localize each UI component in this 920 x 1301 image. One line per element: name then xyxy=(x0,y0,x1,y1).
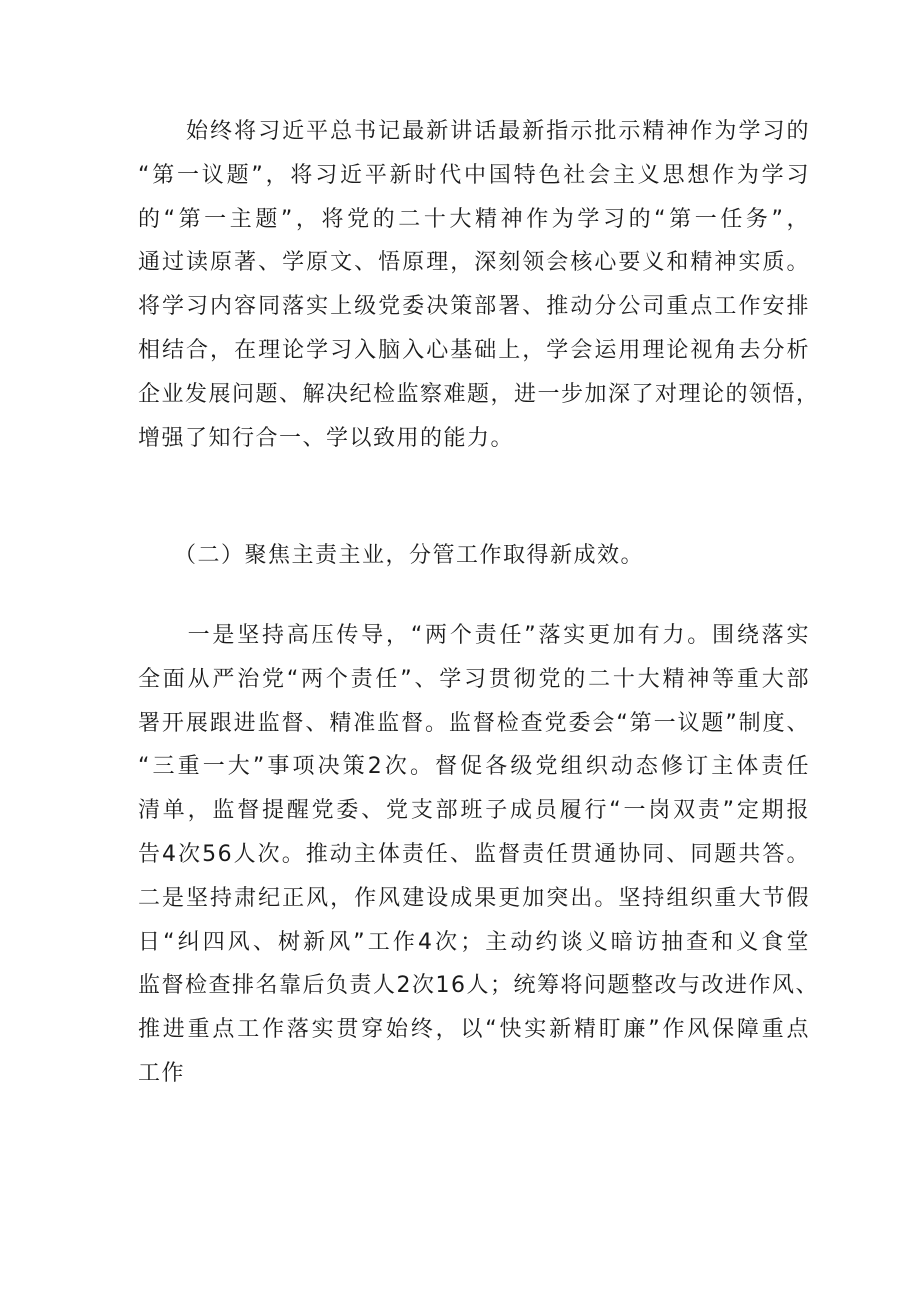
paragraph-responsibilities xyxy=(138,614,819,1096)
text-line: 监督检查排名靠后负责人2次16人；统筹将问题整改与改进作风、 xyxy=(138,973,819,999)
text-line: 推进重点工作落实贯穿始终，以“快实新精盯廉”作风保障重点 xyxy=(138,1017,811,1043)
text-line: 增强了知行合一、学以致用的能力。 xyxy=(138,425,515,451)
section-heading xyxy=(138,534,810,578)
text-line: 二是坚持肃纪正风，作风建设成果更加突出。坚持组织重大节假 xyxy=(138,885,810,911)
text-line: 署开展跟进监督、精准监督。监督检查党委会“第一议题”制度、 xyxy=(138,710,810,736)
text-line: 通过读原著、学原文、悟原理，深刻领会核心要义和精神实质。 xyxy=(138,250,810,276)
text-line: 将学习内容同落实上级党委决策部署、推动分公司重点工作安排 xyxy=(138,294,810,320)
paragraph-theory-study xyxy=(138,110,820,460)
text-line: 相结合，在理论学习入脑入心基础上，学会运用理论视角去分析 xyxy=(138,337,810,363)
text-line: 一是坚持高压传导，“两个责任”落实更加有力。围绕落实 xyxy=(138,623,810,648)
text-line: “第一议题”，将习近平新时代中国特色社会主义思想作为学习 xyxy=(138,162,810,188)
text-line: 清单，监督提醒党委、党支部班子成员履行“一岗双责”定期报 xyxy=(138,798,810,824)
text-line: 全面从严治党“两个责任”、学习贯彻党的二十大精神等重大部 xyxy=(138,666,811,692)
text-line: 始终将习近平总书记最新讲话最新指示批示精神作为学习的 xyxy=(138,119,810,144)
text-line: “三重一大”事项决策2次。督促各级党组织动态修订主体责任 xyxy=(138,754,810,780)
text-line: 企业发展问题、解决纪检监察难题，进一步加深了对理论的领悟， xyxy=(138,381,820,407)
heading-text: （二）聚焦主责主业，分管工作取得新成效。 xyxy=(138,543,645,568)
text-line: 的“第一主题”，将党的二十大精神作为学习的“第一任务”， xyxy=(138,206,810,232)
text-line: 日“纠四风、树新风”工作4次；主动约谈义暗访抽查和义食堂 xyxy=(138,929,810,955)
text-line: 告4次56人次。推动主体责任、监督责任贯通协同、同题共答。 xyxy=(138,841,810,867)
text-line: 工作 xyxy=(138,1060,186,1086)
